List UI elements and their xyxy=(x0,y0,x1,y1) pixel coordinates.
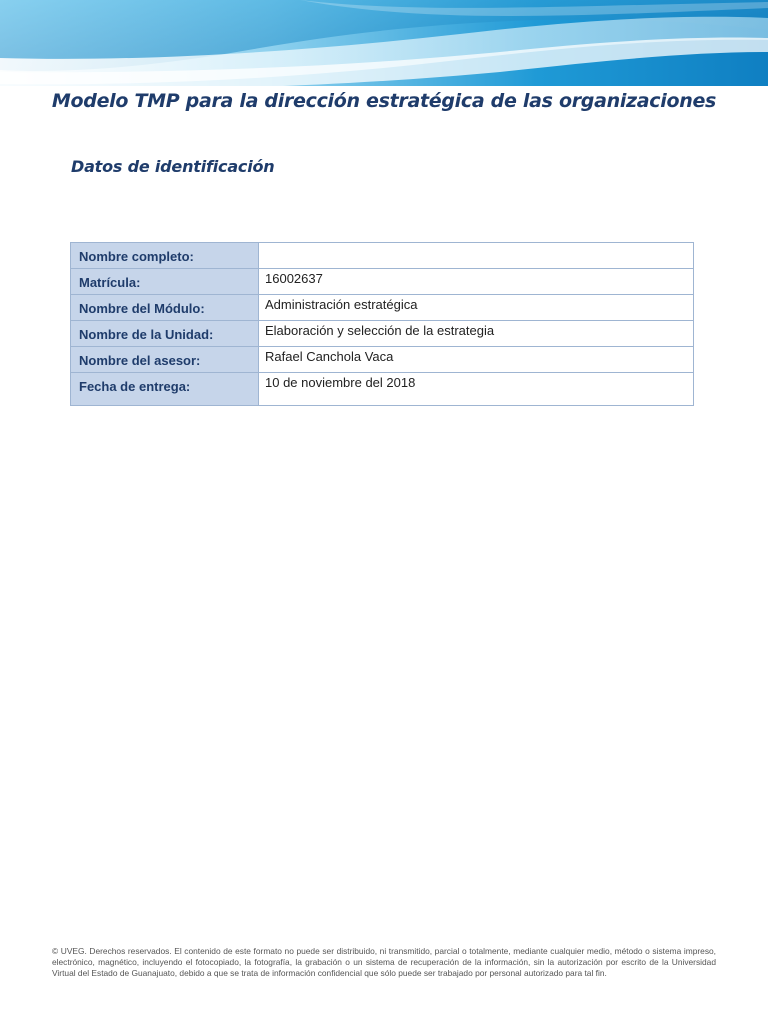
row-label-unidad: Nombre de la Unidad: xyxy=(71,321,259,347)
document-title: Modelo TMP para la dirección estratégica de las organizaciones xyxy=(51,90,717,112)
header-wave-graphic xyxy=(0,0,768,92)
header-banner xyxy=(0,0,768,92)
row-value-nombre-completo[interactable] xyxy=(259,243,694,269)
table-row xyxy=(71,373,694,406)
identification-table xyxy=(70,242,694,406)
row-label-fecha-entrega: Fecha de entrega: xyxy=(71,373,259,406)
table-row xyxy=(71,269,694,295)
row-label-nombre-completo: Nombre completo: xyxy=(71,243,259,269)
table-row xyxy=(71,321,694,347)
row-label-modulo: Nombre del Módulo: xyxy=(71,295,259,321)
table-row xyxy=(71,295,694,321)
row-value-fecha-entrega[interactable]: 10 de noviembre del 2018 xyxy=(259,373,694,406)
row-value-unidad[interactable]: Elaboración y selección de la estrategia xyxy=(259,321,694,347)
table-row xyxy=(71,347,694,373)
row-value-modulo[interactable]: Administración estratégica xyxy=(259,295,694,321)
table-row xyxy=(71,243,694,269)
section-title: Datos de identificación xyxy=(71,157,275,176)
row-label-matricula: Matrícula: xyxy=(71,269,259,295)
copyright-footer: © UVEG. Derechos reservados. El contenido de este formato no puede ser distribuido, ni transmitido, parcial o totalmente, mediante cualquier medio, método o sistema impreso, electrónico, magnético, incluyendo el fotocopiado, la fotografía, la grabación o un sistema de recuperación de la información, sin la autorización por escrito de la Universidad Virtual del Estado de Guanajuato, debido a que se trata de información confidencial que sólo puede ser trabajado por personal autorizado para tal fin. xyxy=(52,946,716,978)
row-value-asesor[interactable]: Rafael Canchola Vaca xyxy=(259,347,694,373)
row-value-matricula[interactable]: 16002637 xyxy=(259,269,694,295)
row-label-asesor: Nombre del asesor: xyxy=(71,347,259,373)
